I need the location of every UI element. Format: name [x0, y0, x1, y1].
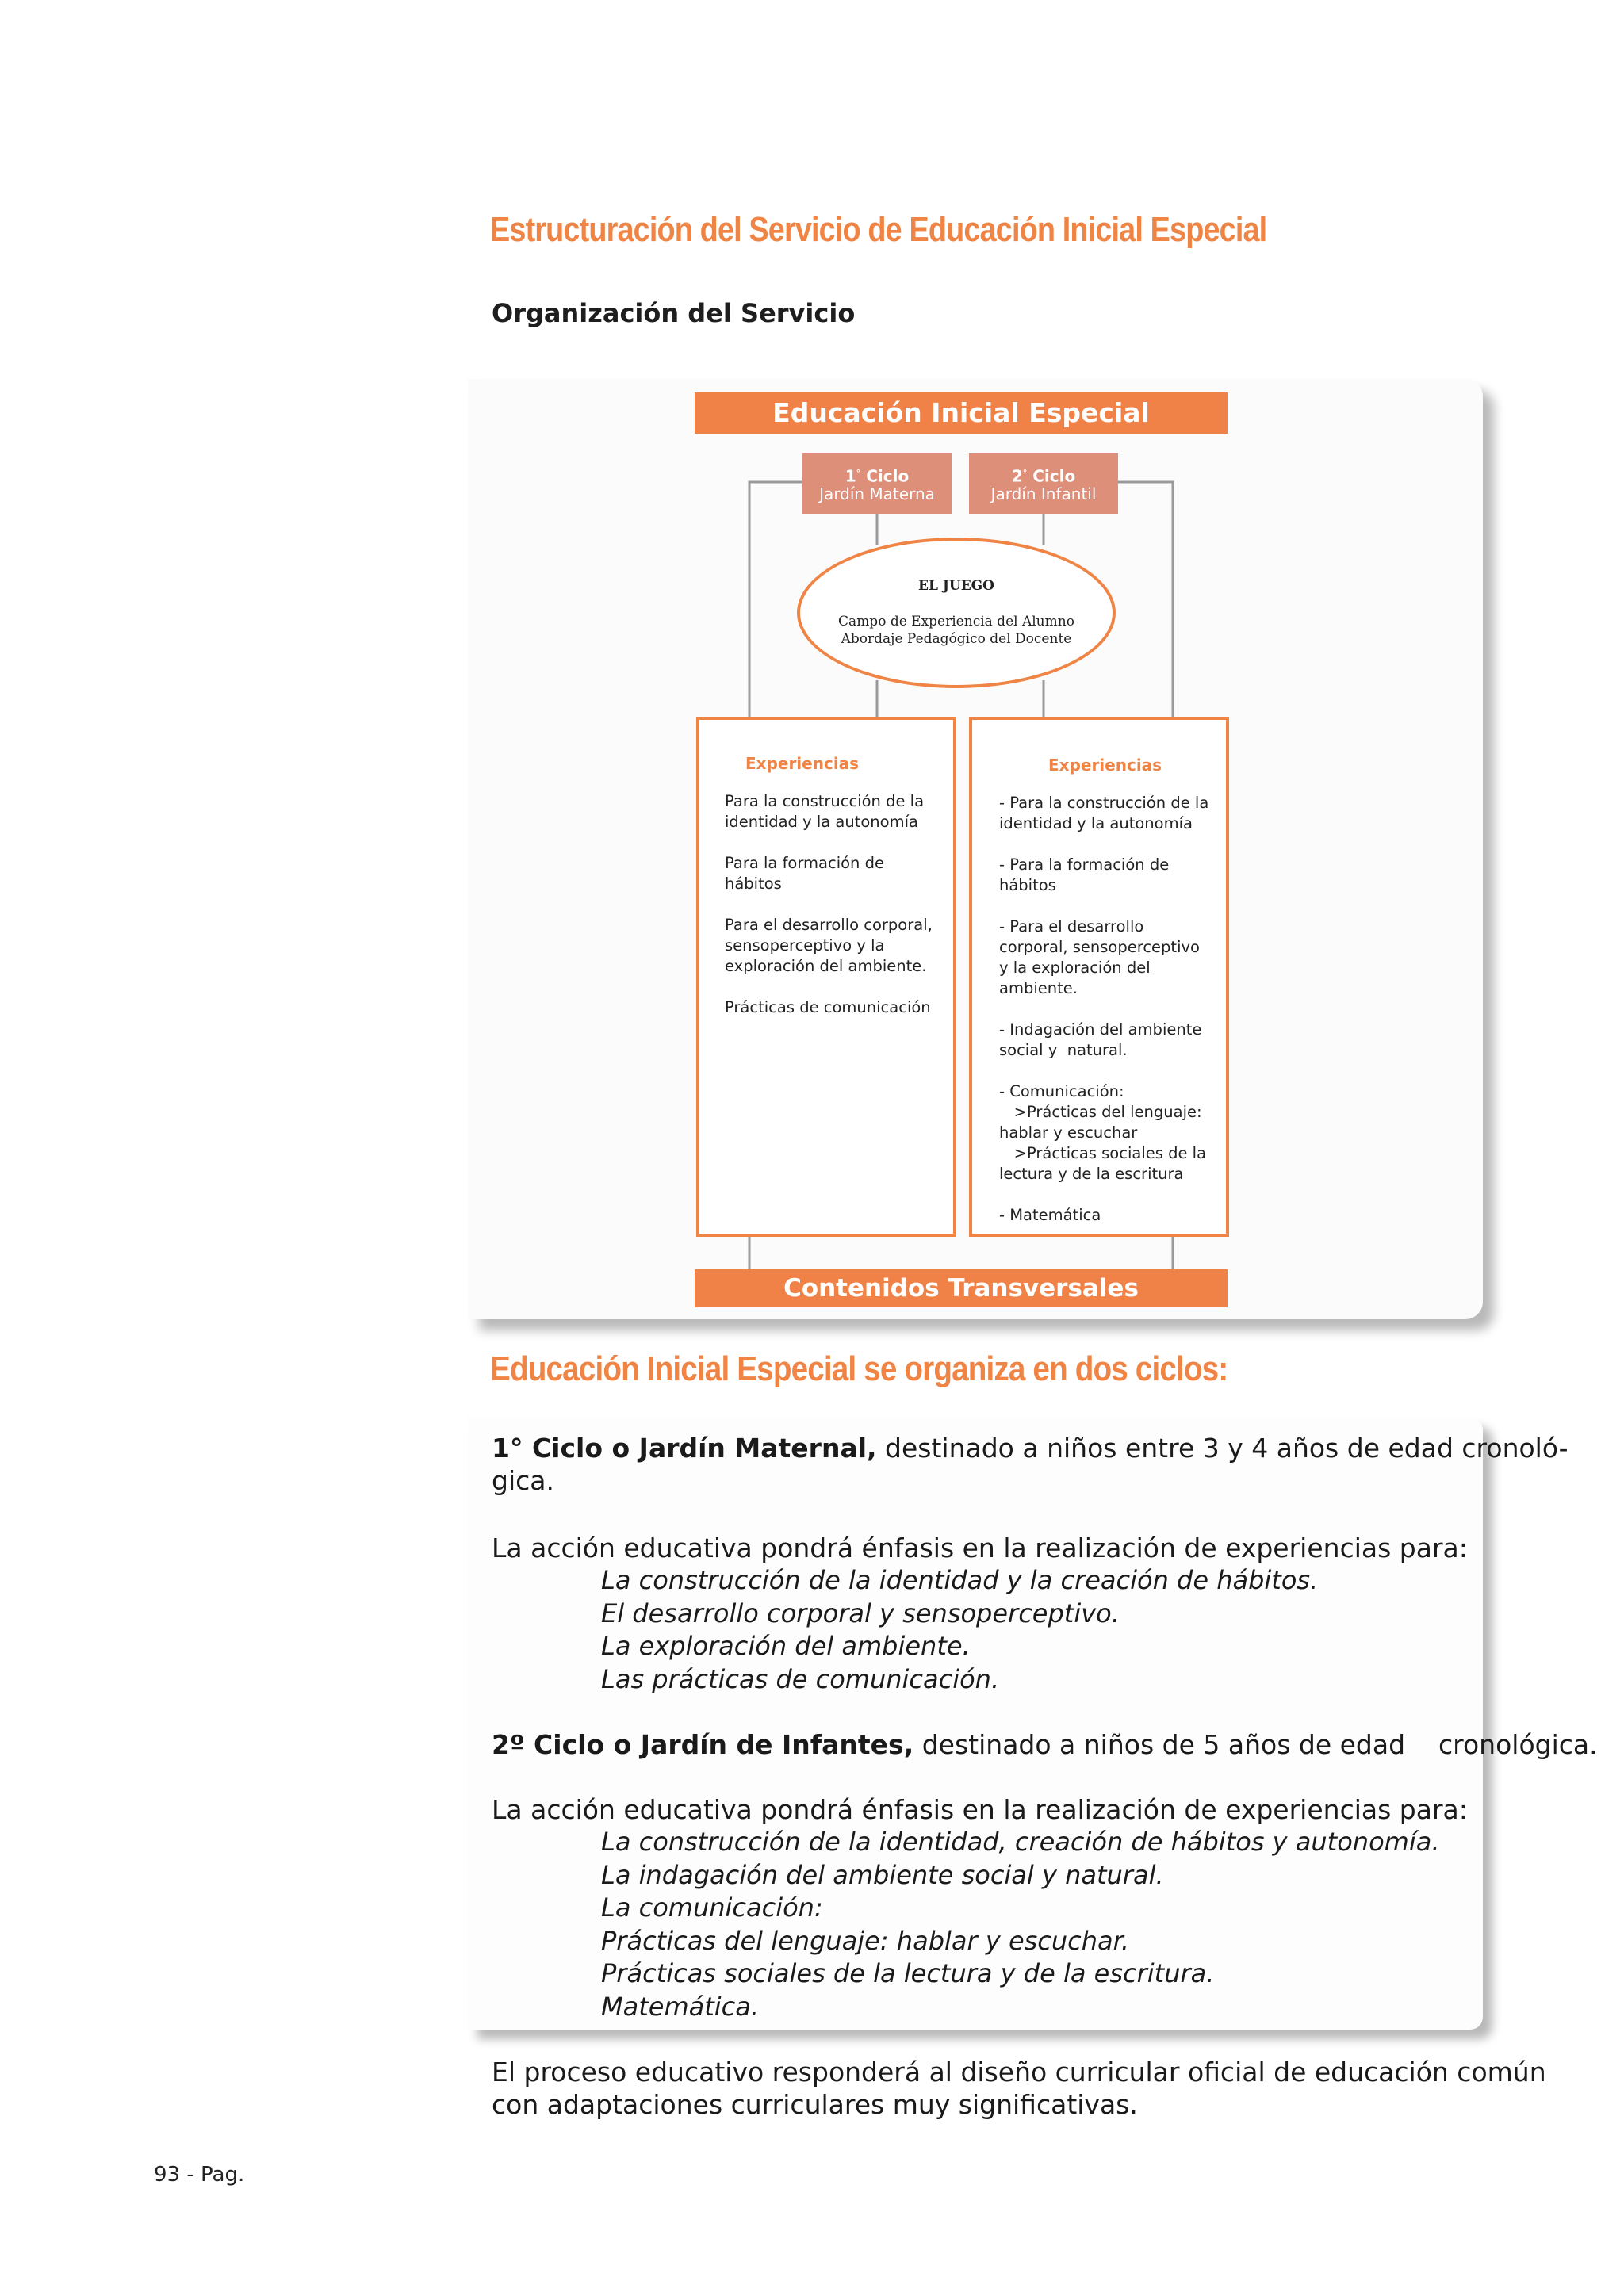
diagram-top-bar: Educación Inicial Especial	[695, 392, 1228, 434]
experience-item: Para el desarrollo corporal, sensoperceptivo y la exploración del ambiente.	[725, 916, 933, 975]
list-item: La indagación del ambiente social y natural.	[601, 1859, 1164, 1890]
closing-paragraph-line-2: con adaptaciones curriculares muy significativas.	[492, 2089, 1138, 2120]
experience-item: - Para la formación de hábitos	[999, 855, 1170, 894]
list-item: La exploración del ambiente.	[601, 1631, 971, 1661]
closing-paragraph-line-1: El proceso educativo responderá al diseño curricular oficial de educación común	[492, 2057, 1546, 2087]
juego-line-2: Abordaje Pedagógico del Docente	[841, 631, 1072, 647]
list-item: Prácticas sociales de la lectura y de la escritura.	[601, 1958, 1215, 1988]
experiences-box-right	[969, 717, 1229, 1237]
intro-paragraph-2: La acción educativa pondrá énfasis en la realización de experiencias para:	[492, 1794, 1468, 1825]
cycle-2-paragraph: 2º Ciclo o Jardín de Infantes, destinado a niños de 5 años de edad cronológica.	[492, 1729, 1598, 1760]
list-item: Las prácticas de comunicación.	[601, 1663, 1000, 1694]
cycle-1-label: 1° Ciclo o Jardín Maternal,	[492, 1433, 877, 1464]
cycle-1-title: 1° Ciclo	[845, 466, 910, 486]
list-item: La comunicación:	[601, 1892, 823, 1923]
experience-item: Para la formación de hábitos	[725, 854, 884, 893]
juego-line-1: Campo de Experiencia del Alumno	[838, 614, 1074, 629]
experience-item: - Indagación del ambiente social y natural.	[999, 1020, 1202, 1059]
list-item: La construcción de la identidad y la creación de hábitos.	[601, 1565, 1319, 1595]
experience-item: Prácticas de comunicación	[725, 998, 931, 1016]
list-item: Matemática.	[601, 1991, 760, 2022]
experiences-box-left	[696, 717, 956, 1237]
cycle-2-name: Jardín Infantil	[990, 484, 1097, 503]
intro-paragraph-1: La acción educativa pondrá énfasis en la realización de experiencias para:	[492, 1533, 1468, 1563]
list-item: El desarrollo corporal y sensoperceptivo.	[601, 1598, 1120, 1628]
experience-item: - Comunicación: >Prácticas del lenguaje: hablar y escuchar >Prácticas sociales de la lectura y de la escritura	[999, 1082, 1207, 1183]
cycle-1-paragraph: 1° Ciclo o Jardín Maternal, destinado a niños entre 3 y 4 años de edad cronoló-	[492, 1433, 1568, 1464]
cycle-2-title: 2° Ciclo	[1011, 466, 1076, 486]
experience-list-1	[601, 1564, 1318, 1696]
experiences-heading: Experiencias	[745, 754, 860, 773]
experience-list-2	[601, 1826, 1439, 2023]
juego-title: EL JUEGO	[918, 578, 994, 594]
experiences-heading: Experiencias	[1048, 756, 1162, 775]
page-number: 93 - Pag.	[154, 2163, 245, 2187]
cycle-1-paragraph-cont: gica.	[492, 1465, 554, 1496]
cycle-1-name: Jardín Materna	[819, 484, 935, 503]
experience-item: - Para el desarrollo corporal, sensoperceptivo y la exploración del ambiente.	[999, 917, 1200, 997]
experience-item: - Para la construcción de la identidad y la autonomía	[999, 794, 1209, 832]
cycle-box-1	[802, 453, 952, 514]
list-item: Prácticas del lenguaje: hablar y escuchar.	[601, 1925, 1130, 1956]
list-item: La construcción de la identidad, creación de hábitos y autonomía.	[601, 1827, 1440, 1857]
experience-item: - Matemática	[999, 1206, 1101, 1224]
cycle-2-label: 2º Ciclo o Jardín de Infantes,	[492, 1729, 914, 1760]
diagram-bottom-bar: Contenidos Transversales	[695, 1269, 1228, 1307]
page-title: Estructuración del Servicio de Educación Inicial Especial	[490, 210, 1267, 249]
experience-item: Para la construcción de la identidad y la autonomía	[725, 792, 925, 831]
cycles-section-title: Educación Inicial Especial se organiza en dos ciclos:	[490, 1349, 1228, 1388]
cycle-box-2	[969, 453, 1118, 514]
section-subtitle: Organización del Servicio	[492, 298, 856, 328]
juego-ellipse	[797, 538, 1116, 688]
